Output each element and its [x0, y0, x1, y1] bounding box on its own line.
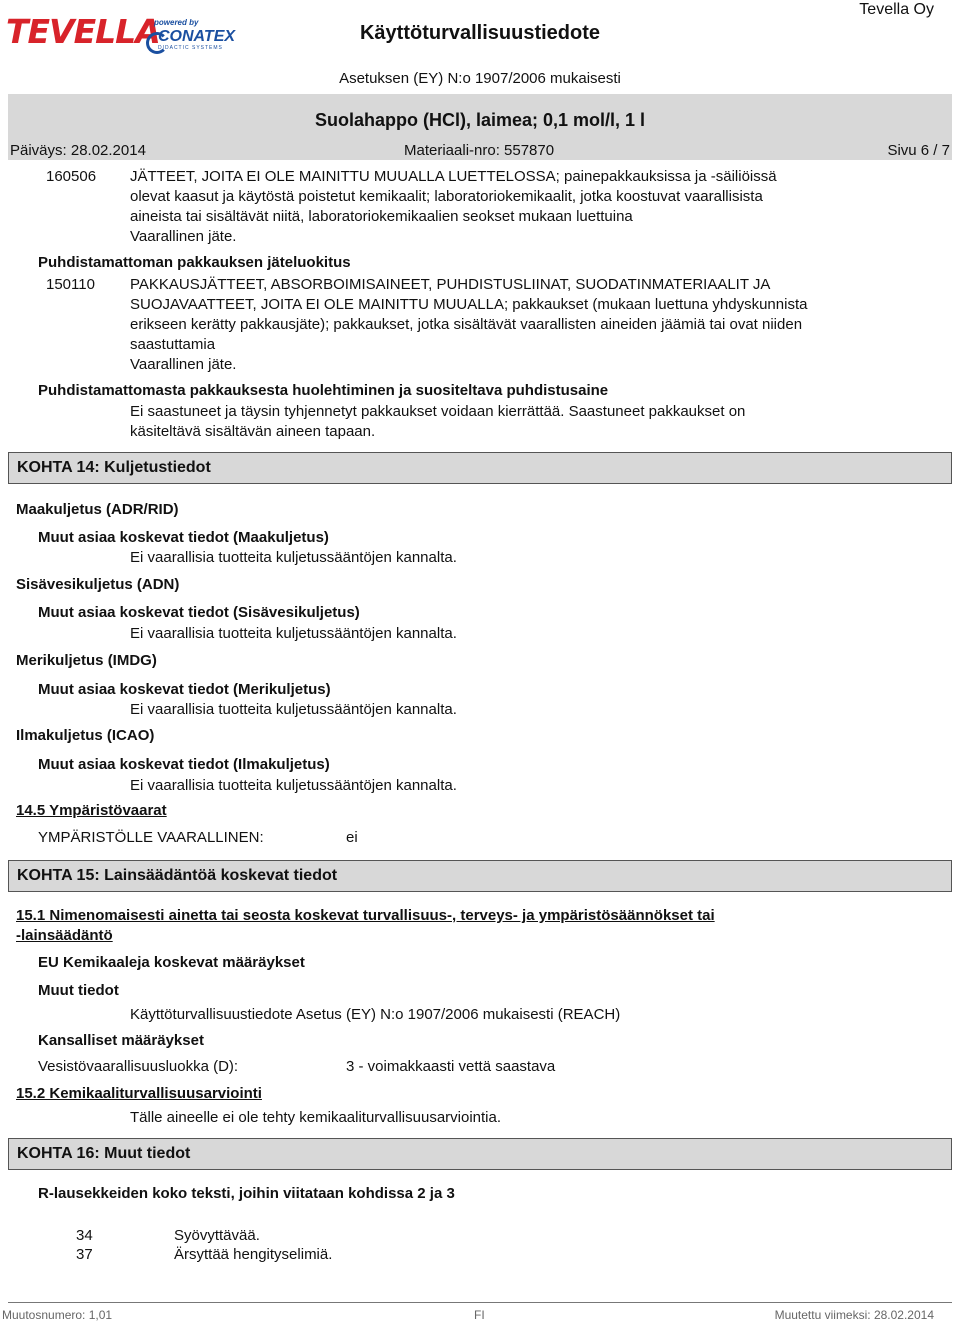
section-14-header	[8, 452, 952, 484]
r-phrase-text: Syövyttävää.	[174, 1227, 260, 1244]
water-hazard-label: Vesistövaarallisuusluokka (D):	[38, 1058, 239, 1075]
waste-text-2-line1: PAKKAUSJÄTTEET, ABSORBOIMISAINEET, PUHDISTUSLIINAT, SUODATINMATERIAALIT JA	[130, 276, 771, 293]
environment-label: YMPÄRISTÖLLE VAARALLINEN:	[38, 829, 264, 846]
section-15-2-heading: 15.2 Kemikaaliturvallisuusarviointi	[16, 1085, 262, 1102]
section-15-1-heading-line1: 15.1 Nimenomaisesti ainetta tai seosta koskevat turvallisuus-, terveys- ja ympäristösäännökset tai	[16, 907, 715, 924]
footer-modified: Muutettu viimeksi: 28.02.2014	[774, 1308, 934, 1322]
other-info-text: Käyttöturvallisuustiedote Asetus (EY) N:o 1907/2006 mukaisesti (REACH)	[130, 1006, 621, 1023]
air-transport-heading: Ilmakuljetus (ICAO)	[16, 727, 155, 744]
section-16-header	[8, 1138, 952, 1170]
waste-text-2-line5: Vaarallinen jäte.	[130, 356, 237, 373]
road-transport-sub: Muut asiaa koskevat tiedot (Maakuljetus)	[38, 529, 329, 546]
road-transport-heading: Maakuljetus (ADR/RID)	[16, 501, 179, 518]
sea-transport-text: Ei vaarallisia tuotteita kuljetussääntöjen kannalta.	[130, 701, 457, 718]
waste-text-1-line2: olevat kaasut ja käytöstä poistetut kemikaalit; laboratoriokemikaalit, jotka koostuvat vaarallisista	[130, 188, 763, 205]
logo-partner: CONATEX	[158, 28, 236, 45]
section-15-header	[8, 860, 952, 892]
water-hazard-value: 3 - voimakkaasti vettä saastava	[346, 1058, 556, 1075]
sea-transport-heading: Merikuljetus (IMDG)	[16, 652, 157, 669]
packaging-handling-heading: Puhdistamattomasta pakkauksesta huolehtiminen ja suositeltava puhdistusaine	[38, 382, 609, 399]
section-15-2-text: Tälle aineelle ei ole tehty kemikaaliturvallisuusarviointia.	[130, 1109, 502, 1126]
environment-heading: 14.5 Ympäristövaarat	[16, 802, 167, 819]
inland-transport-heading: Sisävesikuljetus (ADN)	[16, 576, 180, 593]
packaging-waste-heading: Puhdistamattoman pakkauksen jäteluokitus	[38, 254, 351, 271]
waste-text-2-line3: erikseen kerätty pakkausjäte); pakkaukset, jotka sisältävät vaarallisten aineiden jäämiä tai ovat niiden	[130, 316, 803, 333]
footer-divider	[8, 1302, 952, 1303]
footer-language: FI	[474, 1308, 485, 1322]
r-phrase-code: 34	[76, 1227, 93, 1244]
document-title: Käyttöturvallisuustiedote	[359, 22, 601, 44]
sea-transport-sub: Muut asiaa koskevat tiedot (Merikuljetus)	[38, 681, 331, 698]
waste-code-2: 150110	[46, 276, 95, 293]
material-number: Materiaali-nro: 557870	[404, 142, 555, 159]
section-15-title: KOHTA 15: Lainsäädäntöä koskevat tiedot	[17, 867, 338, 884]
inland-transport-sub: Muut asiaa koskevat tiedot (Sisävesikuljetus)	[38, 604, 360, 621]
logo-brand: TEVELLA	[6, 12, 160, 51]
waste-code-1: 160506	[46, 168, 97, 185]
section-16-title: KOHTA 16: Muut tiedot	[17, 1145, 191, 1162]
waste-text-2-line4: saastuttamia	[130, 336, 216, 353]
environment-value: ei	[346, 829, 358, 846]
packaging-handling-line1: Ei saastuneet ja täysin tyhjennetyt pakkaukset voidaan kierrättää. Saastuneet pakkaukset on	[130, 403, 746, 420]
company-name: Tevella Oy	[859, 1, 934, 18]
r-phrase-code: 37	[76, 1246, 93, 1263]
waste-text-2-line2: SUOJAVAATTEET, JOITA EI OLE MAINITTU MUUALLA; pakkaukset (mukaan luettuna yhdyskunnista	[130, 296, 808, 313]
air-transport-text: Ei vaarallisia tuotteita kuljetussääntöjen kannalta.	[130, 777, 457, 794]
product-name: Suolahappo (HCl), laimea; 0,1 mol/l, 1 l	[314, 110, 646, 130]
eu-regulations-heading: EU Kemikaaleja koskevat määräykset	[38, 954, 305, 971]
waste-text-1-line3: aineista tai sisältävät niitä, laboratoriokemikaalien seokset mukaan luettuina	[130, 208, 633, 225]
packaging-handling-line2: käsiteltävä sisältävän aineen tapaan.	[130, 423, 376, 440]
footer-revision: Muutosnumero: 1,01	[2, 1308, 113, 1322]
waste-text-1-line4: Vaarallinen jäte.	[130, 228, 237, 245]
air-transport-sub: Muut asiaa koskevat tiedot (Ilmakuljetus)	[38, 756, 330, 773]
logo-powered-by: powered by	[154, 18, 199, 27]
national-regulations-heading: Kansalliset määräykset	[38, 1032, 204, 1049]
waste-text-1-line1: JÄTTEET, JOITA EI OLE MAINITTU MUUALLA LUETTELOSSA; painepakkauksissa ja -säiliöissä	[130, 168, 777, 185]
inland-transport-text: Ei vaarallisia tuotteita kuljetussääntöjen kannalta.	[130, 625, 457, 642]
other-info-label: Muut tiedot	[38, 982, 119, 999]
r-phrase-text: Ärsyttää hengityselimiä.	[174, 1246, 333, 1263]
logo-partner-tag: DIDACTIC SYSTEMS	[158, 45, 223, 51]
section-15-1-heading-line2: -lainsäädäntö	[16, 927, 113, 944]
page-number: Sivu 6 / 7	[887, 142, 950, 159]
regulation-line: Asetuksen (EY) N:o 1907/2006 mukaisesti	[339, 70, 621, 87]
document-date: Päiväys: 28.02.2014	[10, 142, 146, 159]
r-phrases-heading: R-lausekkeiden koko teksti, joihin viitataan kohdissa 2 ja 3	[38, 1185, 455, 1202]
section-14-title: KOHTA 14: Kuljetustiedot	[17, 459, 211, 476]
road-transport-text: Ei vaarallisia tuotteita kuljetussääntöjen kannalta.	[130, 549, 457, 566]
